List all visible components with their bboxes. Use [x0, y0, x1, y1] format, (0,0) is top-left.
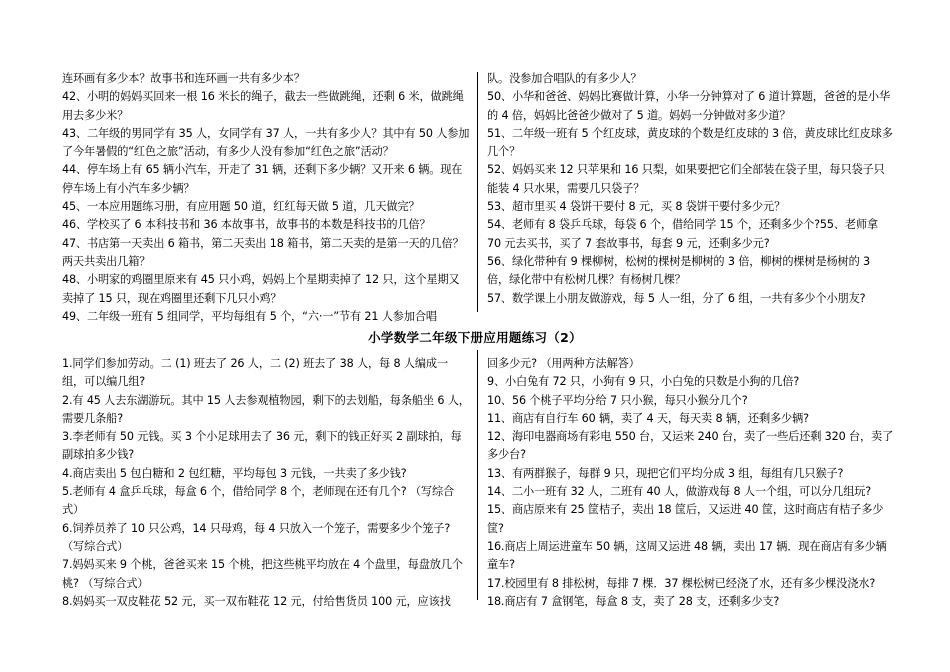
- problem-item: 43、二年级的男同学有 35 人，女同学有 37 人，一共有多少人？其中有 50 人参加了今年暑假的“红色之旅”活动，有多少人没有参加“红色之旅”活动？: [62, 126, 470, 159]
- problem-item: 11、商店有自行车 60 辆，卖了 4 天，每天卖 8 辆，还剩多少辆?: [487, 411, 809, 425]
- problem-item: 48、小明家的鸡圈里原来有 45 只小鸡，妈妈上个星期卖掉了 12 只，这个星期又卖掉了 15 只，现在鸡圈里还剩下几只小鸡？: [62, 273, 460, 305]
- problem-item: 44、停车场上有 65 辆小汽车，开走了 31 辆，还剩下多少辆？又开来 6 辆。现在停车场上有小汽车多少辆？: [62, 163, 463, 195]
- column-divider-bottom: [477, 350, 478, 600]
- bottom-right-column: [487, 355, 895, 611]
- problem-item: 9、小白兔有 72 只，小狗有 9 只，小白兔的只数是小狗的几倍?: [487, 375, 800, 389]
- problem-item: 队。没参加合唱队的有多少人？: [487, 72, 642, 85]
- problem-item: 56、绿化带种有 9 棵柳树，松树的棵树是柳树的 3 倍，柳树的棵树是杨树的 3 倍，绿化带中有松树几棵？有杨树几棵？: [487, 254, 870, 287]
- problem-item: 6.饲养员养了 10 只公鸡，14 只母鸡，每 4 只放入一个笼子，需要多少个笼子? （写综合式）: [62, 521, 451, 553]
- problem-item: 回多少元? （用两种方法解答）: [487, 357, 640, 370]
- problem-item: 49、二年级一班有 5 组同学，平均每组有 5 个，“六·一”节有 21 人参加合唱: [62, 309, 437, 323]
- column-divider-top: [477, 72, 478, 312]
- top-right-column: [487, 70, 895, 308]
- problem-item: 50、小华和爸爸、妈妈比赛做计算，小华一分钟算对了 6 道计算题，爸爸的是小华的 4 倍，妈妈比爸爸少做对了 5 道。妈妈一分钟做对多少道？: [487, 90, 890, 122]
- problem-item: 51、二年级一班有 5 个红皮球，黄皮球的个数是红皮球的 3 倍，黄皮球比红皮球多几个？: [487, 126, 893, 159]
- problem-item: 2.有 45 人去东湖游玩。其中 15 人去参观植物园，剩下的去划船，每条船坐 6 人，需要几条船?: [62, 393, 470, 425]
- problem-item: 7.妈妈买来 9 个桃，爸爸买来 15 个桃，把这些桃平均放在 4 个盘里，每盘放几个桃? （写综合式）: [62, 558, 463, 590]
- problem-item: 42、小明的妈妈买回来一根 16 米长的绳子，截去一些做跳绳，还剩 6 米，做跳绳用去多少米？: [62, 90, 464, 122]
- problem-item: 10、56 个桃子平均分给 7 只小猴，每只小猴分几个?: [487, 393, 748, 407]
- problem-item: 15、商店原来有 25 筐桔子，卖出 18 筐后，又运进 40 筐，这时商店有桔子多少筐?: [487, 503, 884, 535]
- problem-item: 8.妈妈买一双皮鞋花 52 元，买一双布鞋花 12 元，付给售货员 100 元，应该找: [62, 594, 451, 608]
- problem-item: 4.商店卖出 5 包白糖和 2 包红糖，平均每包 3 元钱，一共卖了多少钱?: [62, 466, 407, 480]
- problem-item: 连环画有多少本？故事书和连环画一共有多少本？: [62, 72, 305, 85]
- problem-item: 1.同学们参加劳动。二 (1) 班去了 26 人，二 (2) 班去了 38 人，每 8 人编成一组，可以编几组?: [62, 357, 449, 389]
- top-left-column: [62, 70, 470, 326]
- problem-item: 18.商店有 7 盒钢笔，每盒 8 支，卖了 28 支，还剩多少支?: [487, 594, 780, 608]
- section-title: 小学数学二年级下册应用题练习（2）: [368, 330, 582, 345]
- problem-item: 14、二小一班有 32 人，二班有 40 人，做游戏每 8 人一个组，可以分几组玩?: [487, 485, 872, 499]
- problem-item: 17.校园里有 8 排松树，每排 7 棵．37 棵松树已经浇了水，还有多少棵没浇水?: [487, 576, 876, 590]
- problem-item: 5.老师有 4 盒乒乓球，每盒 6 个，借给同学 8 个，老师现在还有几个? （写综合式）: [62, 485, 455, 517]
- bottom-left-column: [62, 355, 470, 611]
- problem-item: 52、妈妈买来 12 只苹果和 16 只梨，如果要把它们全部装在袋子里，每只袋子只能装 4 只水果，需要几只袋子？: [487, 163, 885, 195]
- problem-item: 12、海印电器商场有彩电 550 台，又运来 240 台，卖了一些后还剩 320 台，卖了多少台?: [487, 430, 894, 462]
- problem-item: 46、学校买了 6 本科技书和 36 本故事书，故事书的本数是科技书的几倍？: [62, 218, 431, 232]
- problem-item: 54、老师有 8 袋乒乓球，每袋 6 个，借给同学 15 个，还剩多少个?55、老师拿 70 元去买书，买了 7 套故事书，每套 9 元，还剩多少元?: [487, 218, 879, 250]
- problem-item: 57、数学课上小朋友做游戏，每 5 人一组，分了 6 组，一共有多少个小朋友?: [487, 291, 866, 305]
- problem-item: 13、有两群猴子，每群 9 只，现把它们平均分成 3 组，每组有几只猴子?: [487, 466, 844, 480]
- problem-item: 53、超市里买 4 袋饼干要付 8 元，买 8 袋饼干要付多少元？: [487, 200, 786, 214]
- problem-item: 16.商店上周运进童车 50 辆，这周又运进 48 辆，卖出 17 辆．现在商店有多少辆童车?: [487, 539, 887, 572]
- problem-item: 3.李老师有 50 元钱。买 3 个小足球用去了 36 元，剩下的钱正好买 2 副球拍，每副球拍多少钱?: [62, 430, 462, 462]
- problem-item: 45、一本应用题练习册，有应用题 50 道，红红每天做 5 道，几天做完？: [62, 200, 420, 214]
- problem-item: 47、书店第一天卖出 6 箱书，第二天卖出 18 箱书，第二天卖的是第一天的几倍？两天共卖出几箱？: [62, 236, 464, 268]
